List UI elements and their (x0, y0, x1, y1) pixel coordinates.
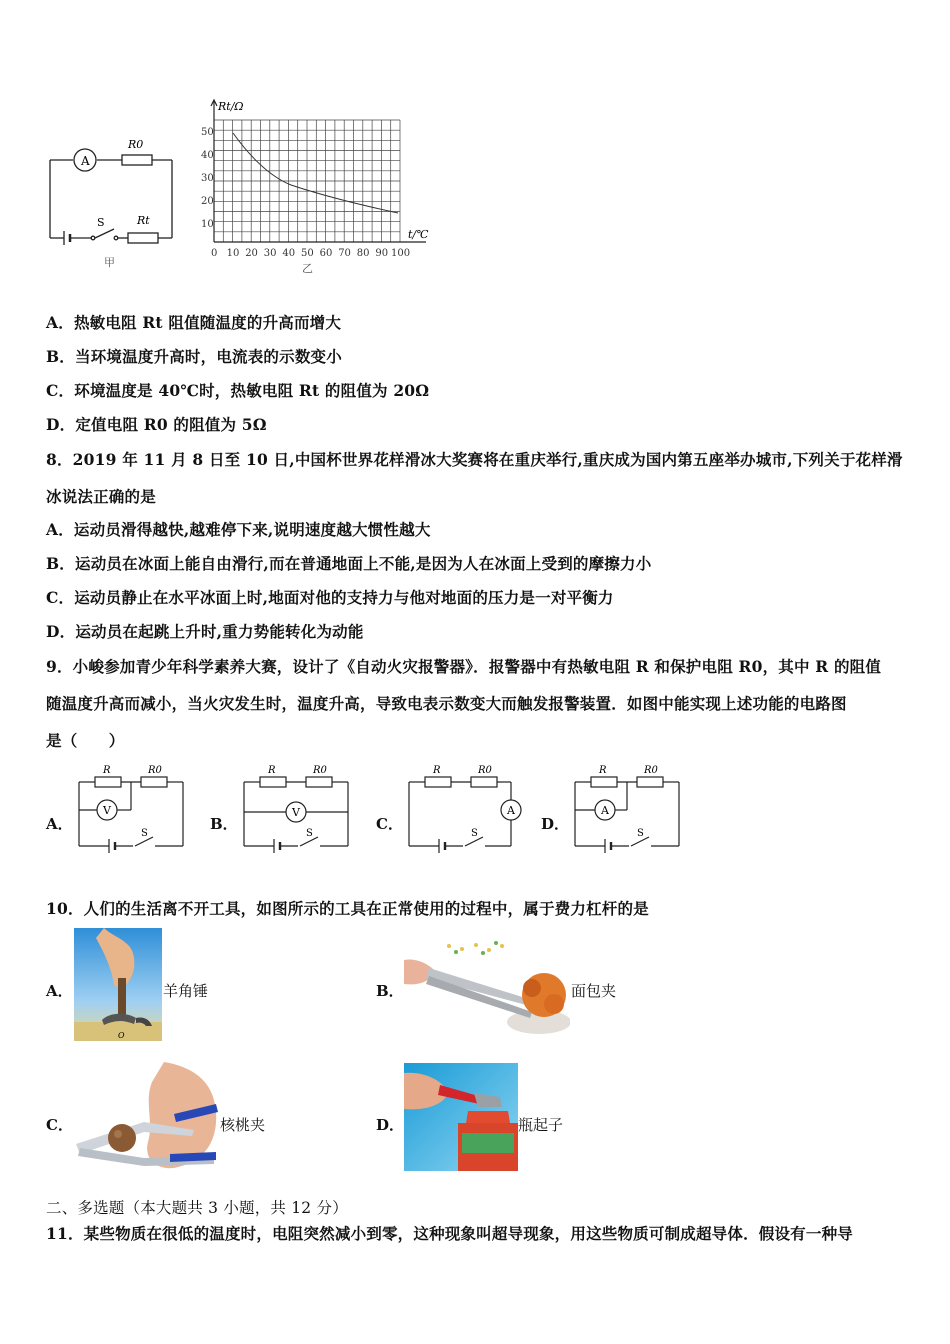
q7-option-c[interactable]: C．环境温度是 40℃时，热敏电阻 Rt 的阻值为 20Ω (46, 381, 430, 400)
voltmeter-symbol: V (292, 806, 300, 819)
x-tick: 40 (282, 248, 296, 259)
ammeter-symbol: A (81, 154, 90, 168)
nutcracker-image (74, 1062, 220, 1172)
q9-circuit-b[interactable] (240, 760, 355, 860)
q9-option-b-letter[interactable]: B． (210, 815, 238, 833)
q10-option-a-letter[interactable]: A． (46, 982, 73, 1000)
x-tick: 50 (301, 248, 314, 259)
y-axis-label: Rt/Ω (218, 100, 244, 113)
r-label: R (433, 765, 441, 776)
y-tick: 50 (201, 127, 214, 138)
x-tick: 30 (263, 248, 277, 259)
r-label: R (103, 765, 111, 776)
q9-circuit-a[interactable] (75, 760, 190, 860)
q10-option-d-letter[interactable]: D． (376, 1116, 405, 1134)
q10-option-b-letter[interactable]: B． (376, 982, 404, 1000)
q9-option-a-letter[interactable]: A． (46, 815, 73, 833)
y-tick: 20 (201, 196, 214, 207)
bottle-opener-image (404, 1063, 518, 1171)
q10-option-b-caption: 面包夹 (571, 982, 617, 1000)
y-tick: 40 (201, 150, 214, 161)
q8-option-c[interactable]: C．运动员静止在水平冰面上时,地面对他的支持力与他对地面的压力是一对平衡力 (46, 588, 614, 607)
q9-stem-line2: 随温度升高而减小，当火灾发生时，温度升高，导致电表示数变大而触发报警装置．如图中能实现上述功能的电路图 (46, 694, 847, 713)
switch-label: S (637, 828, 644, 839)
x-tick: 70 (338, 248, 351, 259)
q10-option-a-caption: 羊角锤 (163, 982, 209, 1000)
q10-stem: 10．人们的生活离不开工具，如图所示的工具在正常使用的过程中，属于费力杠杆的是 (46, 899, 649, 918)
ammeter-symbol: A (507, 804, 515, 817)
pivot-label: O (118, 1031, 125, 1040)
q9-option-c-letter[interactable]: C． (376, 815, 403, 833)
rt-label: Rt (137, 214, 150, 227)
rt-temperature-graph (196, 96, 436, 278)
q10-option-c-letter[interactable]: C． (46, 1116, 73, 1134)
q8-stem-line1: 8．2019 年 11 月 8 日至 10 日,中国杯世界花样滑冰大奖赛将在重庆举行,重庆成为国内第五座举办城市,下列关于花样滑 (46, 450, 903, 469)
q9-circuit-c[interactable] (405, 760, 527, 860)
switch-label: S (306, 828, 313, 839)
claw-hammer-image (74, 928, 162, 1041)
bread-tongs-image (404, 940, 570, 1038)
x-tick: 80 (356, 248, 370, 259)
r0-label: R0 (644, 765, 658, 776)
x-tick: 60 (319, 248, 333, 259)
q7-option-a[interactable]: A．热敏电阻 Rt 阻值随温度的升高而增大 (46, 313, 342, 332)
graph-caption: 乙 (302, 262, 313, 275)
x-tick: 90 (375, 248, 389, 259)
q8-option-a[interactable]: A．运动员滑得越快,越难停下来,说明速度越大惯性越大 (46, 520, 431, 539)
q9-circuit-d[interactable] (571, 760, 686, 860)
x-tick: 20 (245, 248, 258, 259)
r-label: R (268, 765, 276, 776)
voltmeter-symbol: V (103, 804, 111, 817)
x-axis-label: t/℃ (408, 228, 429, 241)
circuit-jia (40, 128, 180, 270)
r-label: R (599, 765, 607, 776)
switch-label: S (471, 828, 478, 839)
r0-label: R0 (128, 138, 144, 151)
circuit-caption: 甲 (104, 256, 115, 269)
x-tick: 100 (391, 248, 411, 259)
q9-option-d-letter[interactable]: D． (541, 815, 570, 833)
q9-stem-line3: 是（ ） (46, 731, 125, 750)
q8-option-b[interactable]: B．运动员在冰面上能自由滑行,而在普通地面上不能,是因为人在冰面上受到的摩擦力小 (46, 554, 652, 573)
ammeter-symbol: A (601, 804, 609, 817)
r0-label: R0 (148, 765, 162, 776)
q10-option-d-caption: 瓶起子 (518, 1116, 564, 1134)
q8-option-d[interactable]: D．运动员在起跳上升时,重力势能转化为动能 (46, 622, 364, 641)
q10-option-c-caption: 核桃夹 (220, 1116, 266, 1134)
switch-label: S (97, 216, 105, 229)
y-tick: 10 (201, 219, 214, 230)
q7-option-b[interactable]: B．当环境温度升高时，电流表的示数变小 (46, 347, 342, 366)
q7-option-d[interactable]: D．定值电阻 R0 的阻值为 5Ω (46, 415, 267, 434)
y-tick: 30 (201, 173, 214, 184)
x-tick: 10 (226, 248, 240, 259)
q9-stem-line1: 9．小峻参加青少年科学素养大赛，设计了《自动火灾报警器》．报警器中有热敏电阻 R 和保护电阻 R0，其中 R 的阻值 (46, 657, 882, 676)
r0-label: R0 (478, 765, 492, 776)
q11-stem-line1: 11．某些物质在很低的温度时，电阻突然减小到零，这种现象叫超导现象，用这些物质可制成超导体．假设有一种导 (46, 1224, 853, 1243)
q8-stem-line2: 冰说法正确的是 (46, 487, 156, 506)
r0-label: R0 (313, 765, 327, 776)
switch-label: S (141, 828, 148, 839)
section-2-heading: 二、多选题（本大题共 3 小题，共 12 分） (46, 1199, 348, 1217)
x-tick: 0 (211, 248, 218, 259)
